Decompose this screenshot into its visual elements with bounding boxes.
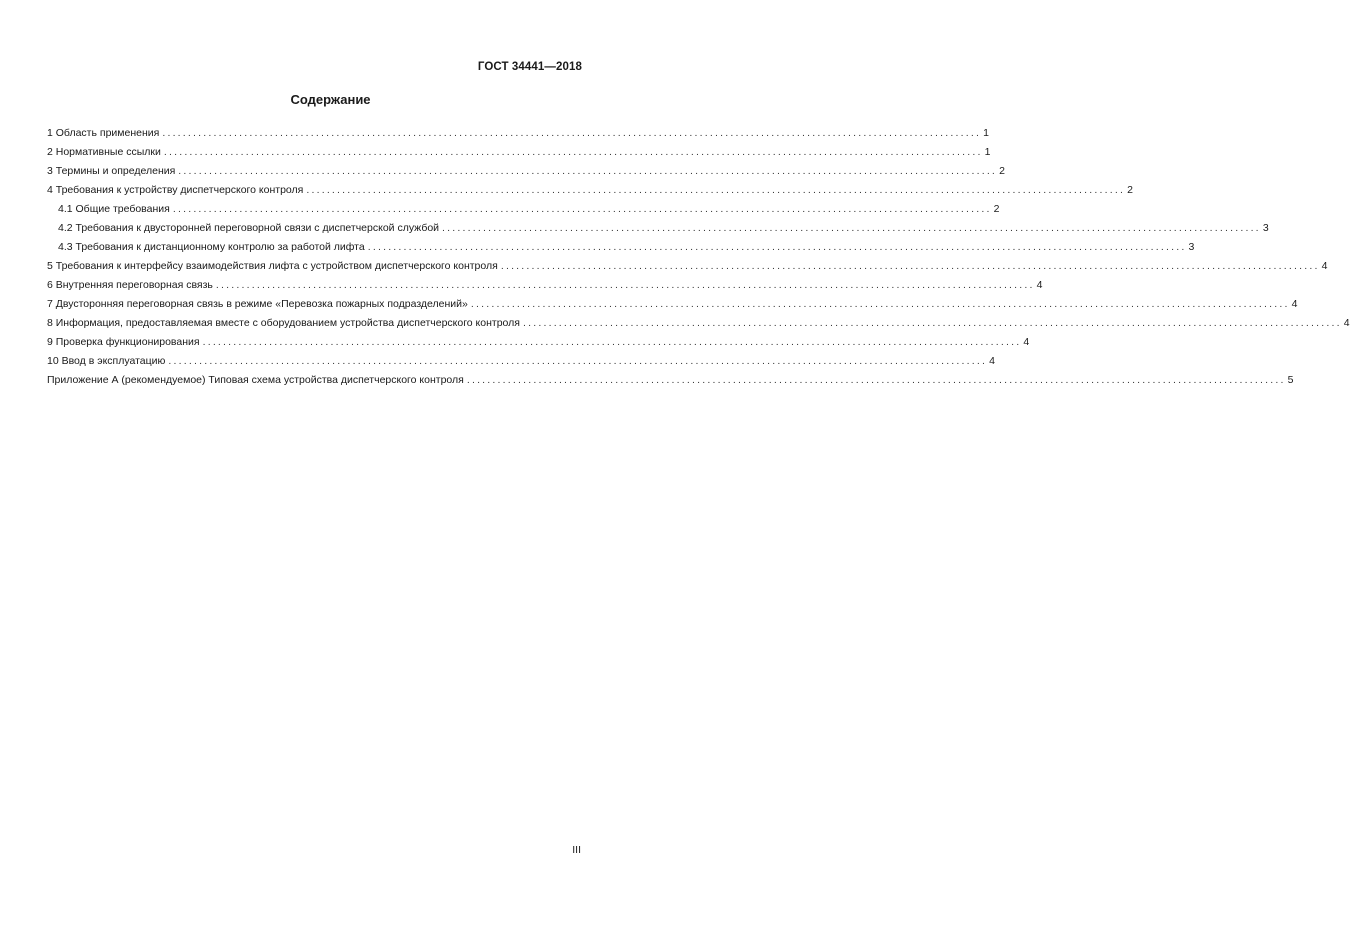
toc-entry-label: 4.1 Общие требования — [58, 203, 170, 215]
toc-entry-page: 4 — [1023, 336, 1030, 348]
toc-entry-page: 1 — [984, 146, 991, 158]
toc-entry[interactable] — [47, 333, 1030, 352]
page-number: III — [572, 844, 581, 856]
toc-entry-label: 2 Нормативные ссылки — [47, 146, 161, 158]
toc-leader-dots: ................................................................................................................................................................ — [162, 127, 982, 139]
toc-leader-dots: ................................................................................................................................................................ — [202, 336, 1022, 348]
toc-entry[interactable] — [47, 371, 1294, 390]
toc-entry-label: 9 Проверка функционирования — [47, 336, 200, 348]
toc-entry-page: 3 — [1188, 241, 1195, 253]
toc-entry-label: 4.3 Требования к дистанционному контролю за работой лифта — [58, 241, 365, 253]
toc-leader-dots: ................................................................................................................................................................ — [470, 298, 1290, 310]
toc-leader-dots: ................................................................................................................................................................ — [215, 279, 1035, 291]
toc-leader-dots: ................................................................................................................................................................ — [367, 241, 1187, 253]
toc-leader-dots: ................................................................................................................................................................ — [306, 184, 1126, 196]
toc-entry-page: 5 — [1287, 374, 1294, 386]
toc-entry-page: 2 — [993, 203, 1000, 215]
toc-leader-dots: ................................................................................................................................................................ — [178, 165, 998, 177]
toc-entry-label: Приложение А (рекомендуемое) Типовая схема устройства диспетчерского контроля — [47, 374, 464, 386]
toc-entry-page: 4 — [1291, 298, 1298, 310]
toc-entry-page: 4 — [989, 355, 995, 367]
toc-entry[interactable] — [47, 181, 1133, 200]
toc-entry-page: 1 — [983, 127, 989, 139]
toc-entry-label: 10 Ввод в эксплуатацию — [47, 355, 166, 367]
toc-entry-page: 4 — [1343, 317, 1350, 329]
toc-leader-dots: ................................................................................................................................................................ — [442, 222, 1261, 234]
toc-leader-dots: ................................................................................................................................................................ — [163, 146, 983, 158]
toc-subentry[interactable] — [47, 200, 1000, 219]
toc-entry-label: 8 Информация, предоставляемая вместе с оборудованием устройства диспетчерского контроля — [47, 317, 520, 329]
toc-entry[interactable] — [47, 352, 995, 371]
toc-subentry[interactable] — [47, 238, 1195, 257]
toc-leader-dots: ................................................................................................................................................................ — [168, 355, 988, 367]
toc-entry-label: 1 Область применения — [47, 127, 160, 139]
toc-entry[interactable] — [47, 276, 1043, 295]
page-title: Содержание — [290, 92, 371, 107]
toc-entry-label: 4 Требования к устройству диспетчерского контроля — [47, 184, 304, 196]
toc-entry-label: 6 Внутренняя переговорная связь — [47, 279, 213, 291]
toc-entry-label: 3 Термины и определения — [47, 165, 176, 177]
toc-entry-page: 4 — [1321, 260, 1328, 272]
toc-entry-page: 4 — [1036, 279, 1043, 291]
toc-entry[interactable] — [47, 257, 1328, 276]
toc-entry[interactable] — [47, 162, 1005, 181]
toc-entry-label: 4.2 Требования к двусторонней переговорной связи с диспетчерской службой — [58, 222, 440, 234]
toc-subentry[interactable] — [47, 219, 1269, 238]
toc-leader-dots: ................................................................................................................................................................ — [522, 317, 1342, 329]
toc-entry-page: 2 — [999, 165, 1005, 177]
toc-entry[interactable] — [47, 124, 989, 143]
toc-entry[interactable] — [47, 314, 1350, 333]
toc-entry-label: 5 Требования к интерфейсу взаимодействия лифта с устройством диспетчерского контроля — [47, 260, 498, 272]
toc-leader-dots: ................................................................................................................................................................ — [172, 203, 992, 215]
toc-entry-page: 2 — [1127, 184, 1133, 196]
toc-leader-dots: ................................................................................................................................................................ — [500, 260, 1320, 272]
table-of-contents — [47, 124, 1350, 390]
toc-entry[interactable] — [47, 143, 991, 162]
toc-entry-page: 3 — [1262, 222, 1269, 234]
toc-entry[interactable] — [47, 295, 1298, 314]
toc-leader-dots: ................................................................................................................................................................ — [466, 374, 1286, 386]
document-code: ГОСТ 34441—2018 — [477, 61, 582, 73]
toc-entry-label: 7 Двусторонняя переговорная связь в режиме «Перевозка пожарных подразделений» — [47, 298, 468, 310]
